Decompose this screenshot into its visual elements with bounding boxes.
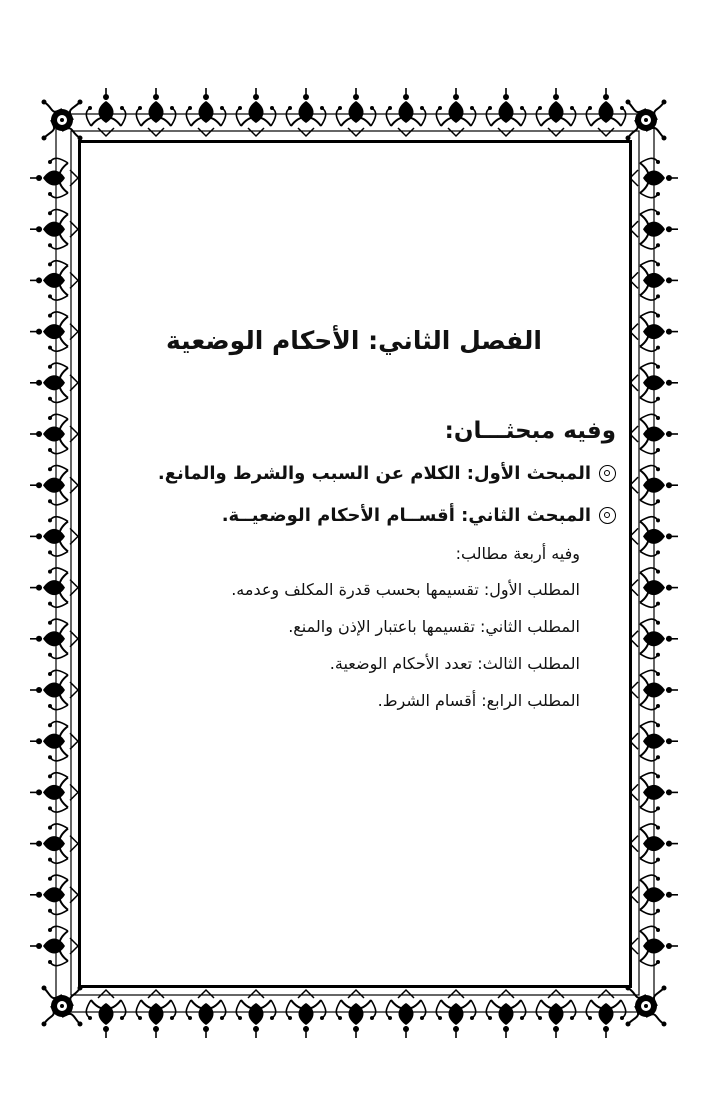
chapter-title: الفصل الثاني: الأحكام الوضعية	[166, 326, 542, 355]
section-item-2	[222, 505, 616, 526]
subsection-item-4: المطلب الرابع: أقسام الشرط.	[377, 691, 580, 710]
sections-intro: وفيه مبحثـــان:	[444, 418, 616, 444]
subsections-intro: وفيه أربعة مطالب:	[455, 544, 580, 563]
subsection-item-3: المطلب الثالث: تعدد الأحكام الوضعية.	[329, 654, 580, 673]
section-label: المبحث الأول: الكلام عن السبب والشرط والمانع.	[157, 463, 591, 484]
section-item-1	[158, 463, 616, 484]
flower-bullet-icon	[599, 507, 616, 524]
inner-frame	[78, 140, 632, 988]
flower-bullet-icon	[599, 465, 616, 482]
subsection-item-2: المطلب الثاني: تقسيمها باعتبار الإذن والمنع.	[288, 617, 580, 636]
section-label: المبحث الثاني: أقســام الأحكام الوضعيــة.	[221, 505, 591, 526]
subsection-item-1: المطلب الأول: تقسيمها بحسب قدرة المكلف وعدمه.	[231, 580, 580, 599]
